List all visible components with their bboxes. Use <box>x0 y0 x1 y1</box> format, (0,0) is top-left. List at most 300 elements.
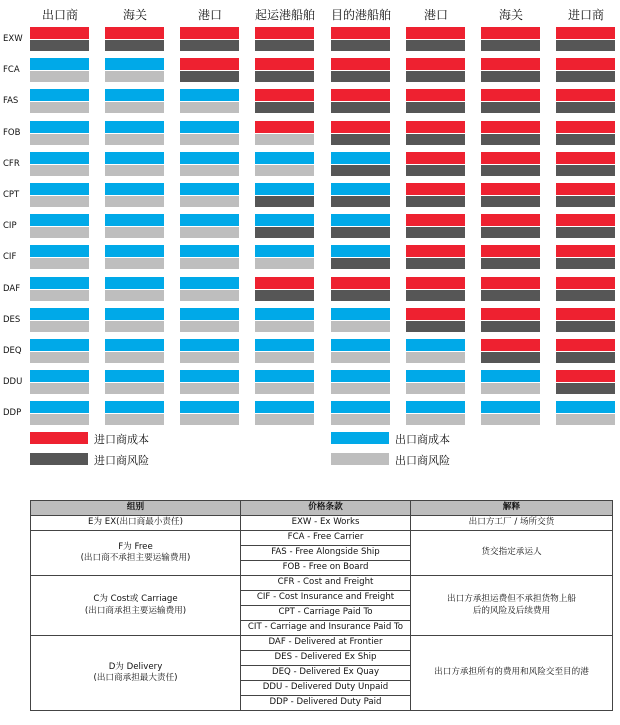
risk-bar <box>481 71 540 82</box>
cost-bar <box>180 89 239 101</box>
risk-bar <box>331 196 390 207</box>
risk-bar <box>180 71 239 82</box>
row-label-fca: FCA <box>3 65 20 76</box>
cost-bar <box>556 152 615 164</box>
matrix-cell <box>481 58 540 82</box>
cost-bar <box>481 121 540 133</box>
matrix-cell <box>556 370 615 394</box>
group-f-line1: F为 Free <box>118 541 153 552</box>
matrix-cell <box>556 308 615 332</box>
cost-bar <box>556 277 615 289</box>
matrix-cell <box>481 245 540 269</box>
header-explanation: 解释 <box>411 501 613 516</box>
risk-bar <box>180 383 239 394</box>
matrix-cell <box>481 183 540 207</box>
risk-bar <box>406 414 465 425</box>
row-label-exw: EXW <box>3 34 23 44</box>
group-f <box>31 531 241 576</box>
matrix-cell <box>331 183 390 207</box>
risk-bar <box>406 134 465 145</box>
cost-bar <box>255 183 314 195</box>
matrix-cell <box>180 277 239 301</box>
row-label-fas: FAS <box>3 96 19 107</box>
cost-bar <box>556 27 615 39</box>
matrix-cell <box>105 152 164 176</box>
risk-bar <box>481 134 540 145</box>
cost-bar <box>30 152 89 164</box>
risk-bar <box>481 352 540 363</box>
risk-bar <box>180 102 239 113</box>
matrix-cell <box>556 27 615 51</box>
cost-bar <box>180 277 239 289</box>
risk-bar <box>556 290 615 301</box>
risk-bar <box>180 40 239 51</box>
column-header: 出口商 <box>41 8 78 22</box>
risk-bar <box>331 71 390 82</box>
cost-bar <box>30 308 89 320</box>
cost-bar <box>255 339 314 351</box>
group-c-line2: (出口商承担主要运输费用) <box>84 605 187 616</box>
risk-bar <box>255 102 314 113</box>
risk-bar <box>255 352 314 363</box>
cost-bar <box>30 245 89 257</box>
risk-bar <box>331 321 390 332</box>
cost-bar <box>406 183 465 195</box>
risk-bar <box>30 71 89 82</box>
matrix-cell <box>255 89 314 113</box>
matrix-cell <box>180 58 239 82</box>
matrix-cell <box>30 89 89 113</box>
cost-bar <box>556 89 615 101</box>
risk-bar <box>255 196 314 207</box>
cost-bar <box>255 152 314 164</box>
risk-bar <box>105 71 164 82</box>
cost-bar <box>481 401 540 413</box>
matrix-cell <box>30 370 89 394</box>
risk-bar <box>481 290 540 301</box>
cost-bar <box>30 370 89 382</box>
risk-bar <box>406 321 465 332</box>
matrix-cell <box>556 121 615 145</box>
cost-bar <box>30 121 89 133</box>
term-fas: FAS - Free Alongside Ship <box>241 546 411 561</box>
risk-bar <box>481 102 540 113</box>
matrix-cell <box>30 245 89 269</box>
matrix-cell <box>30 214 89 238</box>
cost-bar <box>481 183 540 195</box>
risk-bar <box>30 227 89 238</box>
cost-bar <box>406 214 465 226</box>
cost-bar <box>30 214 89 226</box>
cost-bar <box>180 121 239 133</box>
matrix-cell <box>180 214 239 238</box>
cost-bar <box>105 89 164 101</box>
column-header: 海关 <box>122 8 147 22</box>
matrix-cell <box>255 27 314 51</box>
cost-bar <box>331 214 390 226</box>
matrix-cell <box>406 89 465 113</box>
risk-bar <box>105 196 164 207</box>
matrix-cell <box>331 308 390 332</box>
matrix-cell <box>180 183 239 207</box>
matrix-cell <box>406 401 465 425</box>
explanation-c <box>411 576 613 636</box>
cost-bar <box>406 152 465 164</box>
matrix-cell <box>255 370 314 394</box>
matrix-cell <box>105 401 164 425</box>
cost-bar <box>30 89 89 101</box>
risk-bar <box>180 258 239 269</box>
column-header: 进口商 <box>567 8 604 22</box>
cost-bar <box>481 245 540 257</box>
risk-bar <box>406 71 465 82</box>
explanation-c-line2: 后的风险及后续费用 <box>472 605 551 616</box>
risk-bar <box>180 165 239 176</box>
legend-label-exporter-risk: 出口商风险 <box>395 454 450 467</box>
risk-bar <box>180 414 239 425</box>
cost-bar <box>255 89 314 101</box>
matrix-cell <box>406 277 465 301</box>
legend-label-exporter-cost: 出口商成本 <box>395 433 450 446</box>
table-row <box>31 636 613 651</box>
risk-bar <box>556 102 615 113</box>
term-exw: EXW - Ex Works <box>241 516 411 531</box>
explanation-f: 货交指定承运人 <box>411 531 613 576</box>
matrix-cell <box>406 245 465 269</box>
table-row <box>31 531 613 546</box>
matrix-cell <box>481 370 540 394</box>
risk-bar <box>406 40 465 51</box>
risk-bar <box>105 227 164 238</box>
explanation-d: 出口方承担所有的费用和风险交至目的港 <box>411 636 613 711</box>
cost-bar <box>556 245 615 257</box>
risk-bar <box>30 258 89 269</box>
matrix-cell <box>406 339 465 363</box>
matrix-cell <box>105 183 164 207</box>
group-c-line1: C为 Cost或 Carriage <box>93 594 178 604</box>
matrix-cell <box>406 58 465 82</box>
matrix-cell <box>30 152 89 176</box>
risk-bar <box>255 290 314 301</box>
risk-bar <box>331 383 390 394</box>
risk-bar <box>255 40 314 51</box>
risk-bar <box>331 352 390 363</box>
cost-bar <box>556 121 615 133</box>
risk-bar <box>30 321 89 332</box>
legend-swatch-exporter-risk <box>331 453 389 465</box>
term-daf: DAF - Delivered at Frontier <box>241 636 411 651</box>
term-cpt: CPT - Carriage Paid To <box>241 606 411 621</box>
cost-bar <box>30 339 89 351</box>
term-deq: DEQ - Delivered Ex Quay <box>241 666 411 681</box>
matrix-cell <box>105 277 164 301</box>
risk-bar <box>180 134 239 145</box>
cost-bar <box>255 401 314 413</box>
matrix-cell <box>105 339 164 363</box>
cost-bar <box>105 245 164 257</box>
row-label-daf: DAF <box>3 283 21 294</box>
matrix-cell <box>105 245 164 269</box>
group-d <box>31 636 241 711</box>
matrix-cell <box>255 308 314 332</box>
matrix-cell <box>30 58 89 82</box>
cost-bar <box>105 370 164 382</box>
matrix-cell <box>331 27 390 51</box>
matrix-cell <box>105 370 164 394</box>
matrix-cell <box>30 277 89 301</box>
explanation-e: 出口方工厂 / 场所交货 <box>411 516 613 531</box>
cost-bar <box>406 308 465 320</box>
cost-bar <box>556 58 615 70</box>
risk-bar <box>556 196 615 207</box>
risk-bar <box>331 290 390 301</box>
matrix-cell <box>255 183 314 207</box>
matrix-cell <box>255 277 314 301</box>
cost-bar <box>180 339 239 351</box>
risk-bar <box>30 165 89 176</box>
cost-bar <box>556 308 615 320</box>
matrix-cell <box>331 401 390 425</box>
cost-bar <box>406 121 465 133</box>
cost-bar <box>255 277 314 289</box>
term-cfr: CFR - Cost and Freight <box>241 576 411 591</box>
matrix-cell <box>331 214 390 238</box>
cost-bar <box>180 58 239 70</box>
matrix-cell <box>556 58 615 82</box>
risk-bar <box>556 414 615 425</box>
matrix-cell <box>105 58 164 82</box>
matrix-cell <box>481 121 540 145</box>
matrix-cell <box>556 339 615 363</box>
matrix-cell <box>180 152 239 176</box>
cost-bar <box>331 183 390 195</box>
matrix-cell <box>255 245 314 269</box>
matrix-cell <box>30 27 89 51</box>
matrix-cell <box>481 214 540 238</box>
cost-bar <box>556 183 615 195</box>
risk-bar <box>556 258 615 269</box>
risk-bar <box>105 102 164 113</box>
cost-bar <box>556 339 615 351</box>
header-group: 组别 <box>31 501 241 516</box>
incoterms-table <box>30 500 613 711</box>
risk-bar <box>255 258 314 269</box>
matrix-cell <box>331 58 390 82</box>
matrix-cell <box>331 245 390 269</box>
risk-bar <box>255 71 314 82</box>
cost-bar <box>105 27 164 39</box>
cost-bar <box>481 370 540 382</box>
cost-bar <box>30 401 89 413</box>
group-e: E为 EX(出口商最小责任) <box>31 516 241 531</box>
cost-bar <box>556 370 615 382</box>
risk-bar <box>331 165 390 176</box>
cost-bar <box>406 339 465 351</box>
risk-bar <box>556 40 615 51</box>
term-cit: CIT - Carriage and Insurance Paid To <box>241 621 411 636</box>
row-label-cfr: CFR <box>3 158 20 169</box>
legend-label-importer-cost: 进口商成本 <box>94 433 149 446</box>
cost-bar <box>105 401 164 413</box>
cost-bar <box>255 58 314 70</box>
matrix-cell <box>30 121 89 145</box>
column-header: 港口 <box>423 8 448 22</box>
risk-bar <box>481 258 540 269</box>
cost-bar <box>105 214 164 226</box>
cost-bar <box>406 89 465 101</box>
risk-bar <box>255 165 314 176</box>
risk-bar <box>30 352 89 363</box>
risk-bar <box>105 258 164 269</box>
cost-bar <box>481 214 540 226</box>
cost-bar <box>406 58 465 70</box>
risk-bar <box>30 134 89 145</box>
cost-bar <box>331 245 390 257</box>
table-row <box>31 516 613 531</box>
risk-bar <box>105 40 164 51</box>
row-label-fob: FOB <box>3 127 21 138</box>
matrix-cell <box>30 339 89 363</box>
risk-bar <box>406 165 465 176</box>
cost-bar <box>105 339 164 351</box>
risk-bar <box>255 134 314 145</box>
risk-bar <box>331 102 390 113</box>
risk-bar <box>30 102 89 113</box>
cost-bar <box>255 27 314 39</box>
cost-bar <box>255 245 314 257</box>
matrix-cell <box>331 277 390 301</box>
cost-bar <box>180 183 239 195</box>
cost-bar <box>255 370 314 382</box>
matrix-cell <box>180 121 239 145</box>
row-label-deq: DEQ <box>3 346 22 356</box>
cost-bar <box>331 152 390 164</box>
matrix-cell <box>255 152 314 176</box>
matrix-cell <box>406 27 465 51</box>
risk-bar <box>556 227 615 238</box>
matrix-cell <box>481 339 540 363</box>
cost-bar <box>331 308 390 320</box>
cost-bar <box>556 401 615 413</box>
matrix-cell <box>255 339 314 363</box>
row-label-ddu: DDU <box>3 377 23 388</box>
risk-bar <box>331 227 390 238</box>
matrix-cell <box>406 152 465 176</box>
risk-bar <box>331 258 390 269</box>
column-header: 海关 <box>498 8 523 22</box>
cost-bar <box>30 27 89 39</box>
matrix-cell <box>556 183 615 207</box>
risk-bar <box>406 290 465 301</box>
risk-bar <box>406 383 465 394</box>
risk-bar <box>406 352 465 363</box>
risk-bar <box>30 383 89 394</box>
matrix-cell <box>105 27 164 51</box>
cost-bar <box>331 27 390 39</box>
risk-bar <box>30 414 89 425</box>
matrix-cell <box>30 308 89 332</box>
matrix-cell <box>556 277 615 301</box>
matrix-cell <box>481 27 540 51</box>
cost-bar <box>255 121 314 133</box>
risk-bar <box>180 196 239 207</box>
cost-bar <box>406 401 465 413</box>
row-label-cip: CIP <box>3 221 17 232</box>
risk-bar <box>105 165 164 176</box>
cost-bar <box>331 121 390 133</box>
cost-bar <box>331 58 390 70</box>
matrix-cell <box>331 152 390 176</box>
risk-bar <box>105 414 164 425</box>
cost-bar <box>481 339 540 351</box>
risk-bar <box>556 383 615 394</box>
legend-swatch-importer-cost <box>30 432 88 444</box>
risk-bar <box>481 414 540 425</box>
matrix-cell <box>105 308 164 332</box>
risk-bar <box>556 352 615 363</box>
matrix-cell <box>481 152 540 176</box>
risk-bar <box>105 383 164 394</box>
column-header: 起运港船舶 <box>254 8 315 22</box>
risk-bar <box>331 414 390 425</box>
term-cif: CIF - Cost Insurance and Freight <box>241 591 411 606</box>
cost-bar <box>105 121 164 133</box>
cost-bar <box>406 245 465 257</box>
term-fob: FOB - Free on Board <box>241 561 411 576</box>
risk-bar <box>481 165 540 176</box>
matrix-cell <box>255 401 314 425</box>
matrix-cell <box>406 308 465 332</box>
cost-bar <box>105 308 164 320</box>
table-header-row <box>31 501 613 516</box>
matrix-cell <box>481 401 540 425</box>
risk-bar <box>180 321 239 332</box>
cost-bar <box>180 152 239 164</box>
group-d-line2: (出口商承担最大责任) <box>93 673 178 683</box>
cost-bar <box>406 370 465 382</box>
matrix-cell <box>180 245 239 269</box>
cost-bar <box>30 277 89 289</box>
cost-bar <box>180 401 239 413</box>
cost-bar <box>331 277 390 289</box>
matrix-cell <box>105 121 164 145</box>
risk-bar <box>556 134 615 145</box>
matrix-cell <box>406 370 465 394</box>
row-label-cif: CIF <box>3 252 17 263</box>
matrix-cell <box>481 89 540 113</box>
matrix-cell <box>30 401 89 425</box>
risk-bar <box>105 352 164 363</box>
row-label-ddp: DDP <box>3 408 22 419</box>
risk-bar <box>180 290 239 301</box>
explanation-c-line1: 出口方承担运费但不承担货物上船 <box>447 594 576 604</box>
matrix-cell <box>406 121 465 145</box>
cost-bar <box>481 308 540 320</box>
column-header: 港口 <box>197 8 222 22</box>
term-fca: FCA - Free Carrier <box>241 531 411 546</box>
cost-bar <box>481 27 540 39</box>
matrix-cell <box>331 121 390 145</box>
risk-bar <box>255 321 314 332</box>
cost-bar <box>331 339 390 351</box>
cost-bar <box>481 152 540 164</box>
cost-bar <box>105 183 164 195</box>
cost-bar <box>481 277 540 289</box>
matrix-cell <box>105 89 164 113</box>
risk-bar <box>255 383 314 394</box>
matrix-cell <box>180 89 239 113</box>
cost-bar <box>105 58 164 70</box>
